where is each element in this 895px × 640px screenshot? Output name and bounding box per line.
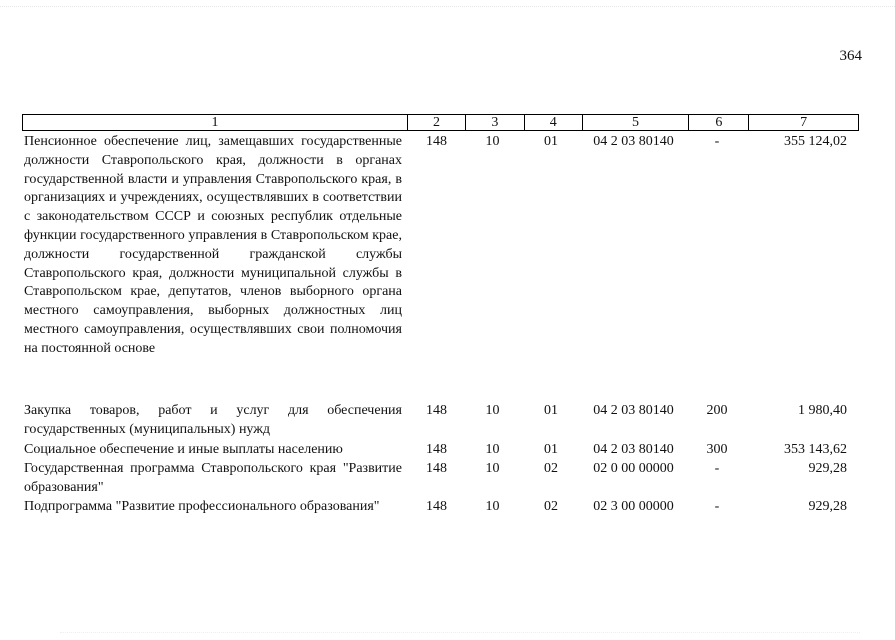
- header-col-4: 4: [524, 115, 582, 130]
- header-col-1: 1: [211, 115, 219, 130]
- row-col-4: 02: [544, 461, 558, 476]
- header-col-5: 5: [582, 115, 689, 130]
- row-col-7: 929,28: [808, 499, 847, 514]
- row-col-2: 148: [426, 403, 447, 418]
- row-col-5: 04 2 03 80140: [593, 442, 674, 457]
- row-col-3: 10: [485, 461, 500, 476]
- header-col-3: 3: [465, 115, 524, 130]
- row-name: Подпрограмма "Развитие профессионального образования": [24, 499, 380, 514]
- row-col-4: 01: [544, 442, 558, 457]
- header-col-7: 7: [748, 115, 858, 130]
- row-col-5: 02 3 00 00000: [593, 499, 674, 514]
- row-col-6: -: [714, 461, 720, 476]
- table-row: [22, 460, 859, 498]
- table-row: [22, 133, 859, 359]
- row-name: Государственная программа Ставропольского края "Развитие образования": [24, 461, 402, 495]
- row-col-3: 10: [485, 403, 500, 418]
- scan-artifact-top: [0, 6, 895, 7]
- row-col-4: 02: [544, 499, 558, 514]
- row-col-7: 929,28: [808, 461, 847, 476]
- row-col-4: 01: [544, 134, 558, 149]
- row-col-3: 10: [485, 442, 500, 457]
- row-col-7: 353 143,62: [784, 442, 847, 457]
- row-col-6: -: [714, 134, 720, 149]
- table-row: [22, 402, 859, 440]
- row-col-2: 148: [426, 442, 447, 457]
- row-col-5: 04 2 03 80140: [593, 134, 674, 149]
- row-col-3: 10: [485, 499, 500, 514]
- row-name: Пенсионное обеспечение лиц, замещавших государственные должности Ставропольского края, должности в органах государственной власти и управления Ставропольского края, в организациях и учреждениях, осуществлявших в соответствии с законодательством СССР и союзных республик отдельные функции государственного управления в Ставропольском крае, должности государственной гражданской службы Ставропольского края, должности муниципальной службы в Ставропольском крае, депутатов, членов выборного органа местного самоуправления, выборных должностных лиц местного самоуправления, осуществлявших свои полномочия на постоянной основе: [24, 134, 402, 356]
- row-col-3: 10: [485, 134, 500, 149]
- row-col-6: -: [714, 499, 720, 514]
- row-col-2: 148: [426, 461, 447, 476]
- row-name: Социальное обеспечение и иные выплаты населению: [24, 442, 343, 457]
- table-row: [22, 498, 859, 517]
- page-number: 364: [839, 48, 862, 64]
- scan-artifact-bottom: [60, 632, 860, 633]
- table-row: [22, 441, 859, 460]
- table-header: [22, 114, 859, 131]
- row-col-6: 200: [706, 403, 728, 418]
- row-name: Закупка товаров, работ и услуг для обеспечения государственных (муниципальных) нужд: [24, 403, 402, 437]
- header-col-2: 2: [407, 115, 465, 130]
- row-col-2: 148: [426, 499, 447, 514]
- row-col-5: 04 2 03 80140: [593, 403, 674, 418]
- row-col-7: 355 124,02: [784, 134, 847, 149]
- row-col-6: 300: [706, 442, 728, 457]
- row-col-2: 148: [426, 134, 447, 149]
- row-col-7: 1 980,40: [798, 403, 847, 418]
- row-col-5: 02 0 00 00000: [593, 461, 674, 476]
- header-col-6: 6: [688, 115, 748, 130]
- row-col-4: 01: [544, 403, 558, 418]
